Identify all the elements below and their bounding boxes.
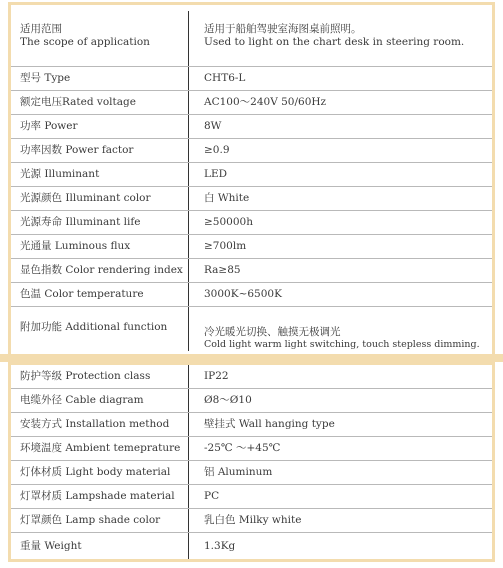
row-label: 功率 Power [20, 120, 78, 132]
row-value: ≥700lm [204, 240, 247, 252]
row-value: 乳白色 Milky white [204, 514, 302, 526]
row-label: 防护等级 Protection class [20, 370, 151, 382]
table-row [11, 533, 492, 559]
row-value: ≥50000h [204, 216, 253, 228]
table-row [11, 389, 492, 413]
table-row [11, 509, 492, 533]
row-label: 光源寿命 Illuminant life [20, 216, 141, 228]
row-label: 额定电压Rated voltage [20, 96, 136, 108]
row-value: 壁挂式 Wall hanging type [204, 418, 335, 430]
row-label: 重量 Weight [20, 539, 82, 552]
table-row [11, 5, 492, 67]
table-row [11, 187, 492, 211]
row-value: 1.3Kg [204, 539, 236, 552]
table-row [11, 283, 492, 307]
row-value: IP22 [204, 370, 229, 382]
row-label: 灯罩颜色 Lamp shade color [20, 514, 161, 526]
row-label: 电缆外径 Cable diagram [20, 394, 144, 406]
row-value: LED [204, 168, 228, 180]
table-row [11, 259, 492, 283]
table-row [11, 413, 492, 437]
row-label: 色温 Color temperature [20, 288, 144, 300]
spec-table-bottom [8, 362, 495, 562]
row-value: Ra≥85 [204, 264, 241, 276]
table-row [11, 485, 492, 509]
table-row [11, 139, 492, 163]
table-row [11, 461, 492, 485]
row-value [204, 5, 488, 66]
row-label: 显色指数 Color rendering index [20, 264, 183, 276]
row-label: 型号 Type [20, 72, 71, 84]
label-en: The scope of application [20, 35, 150, 48]
row-label: 光通量 Luminous flux [20, 240, 131, 252]
value-cn: 适用于船舶驾驶室海图桌前照明。 [204, 22, 362, 35]
row-label: 灯体材质 Light body material [20, 466, 171, 478]
row-value: 8W [204, 120, 222, 132]
row-label: 环境温度 Ambient temeprature [20, 442, 181, 454]
value-cn: 冷光暖光切换、触摸无极调光 [204, 326, 341, 338]
table-row [11, 211, 492, 235]
section-divider [0, 354, 503, 362]
row-value: PC [204, 490, 220, 502]
row-label [20, 5, 185, 66]
row-label: 功率因数 Power factor [20, 144, 134, 156]
label-cn: 适用范围 [20, 22, 62, 35]
row-label: 灯罩材质 Lampshade material [20, 490, 175, 502]
row-value: CHT6-L [204, 72, 246, 84]
row-value: Ø8～Ø10 [204, 394, 252, 406]
row-label: 光源 Illuminant [20, 168, 100, 180]
table-row [11, 91, 492, 115]
row-label: 光源颜色 Illuminant color [20, 192, 151, 204]
row-label: 安装方式 Installation method [20, 418, 170, 430]
table-row [11, 67, 492, 91]
row-label: 附加功能 Additional function [20, 321, 168, 333]
row-value: AC100～240V 50/60Hz [204, 96, 327, 108]
table-row [11, 235, 492, 259]
table-row [11, 163, 492, 187]
table-row [11, 437, 492, 461]
table-row [11, 365, 492, 389]
table-row [11, 115, 492, 139]
row-value: -25℃ ～+45℃ [204, 442, 281, 454]
row-value: 3000K~6500K [204, 288, 282, 300]
row-value: 铝 Aluminum [204, 466, 273, 478]
value-en: Cold light warm light switching, touch stepless dimming. [204, 339, 480, 350]
value-en: Used to light on the chart desk in steering room. [204, 35, 465, 48]
row-value [204, 307, 488, 353]
table-row [11, 307, 492, 353]
row-value: 白 White [204, 192, 250, 204]
row-value: ≥0.9 [204, 144, 230, 156]
spec-table-top [8, 2, 495, 354]
